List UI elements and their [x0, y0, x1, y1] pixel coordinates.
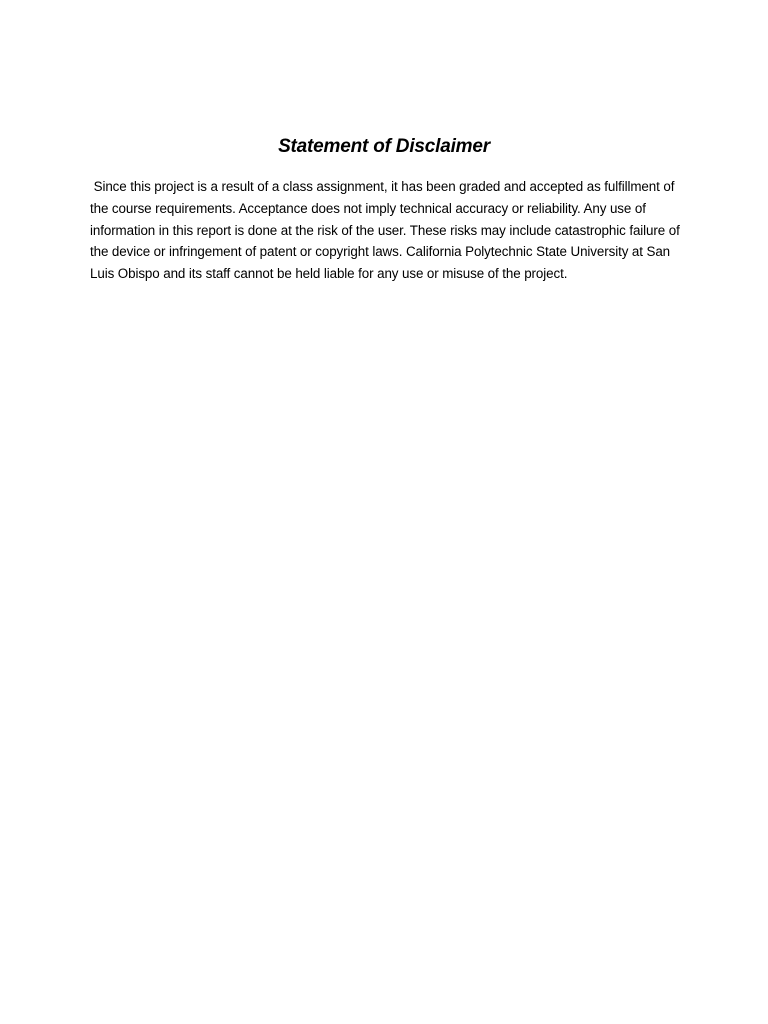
disclaimer-paragraph: Since this project is a result of a class assignment, it has been graded and accepted as fulfillment of the course requirements. Acceptance does not imply technical accuracy or reliability. Any use of information in this report is done at the risk of the user. These risks may include catastrophic failure of the device or infringement of patent or copyright laws. California Polytechnic State University at San Luis Obispo and its staff cannot be held liable for any use or misuse of the project.: [90, 179, 684, 282]
page-title: Statement of Disclaimer: [278, 136, 490, 157]
